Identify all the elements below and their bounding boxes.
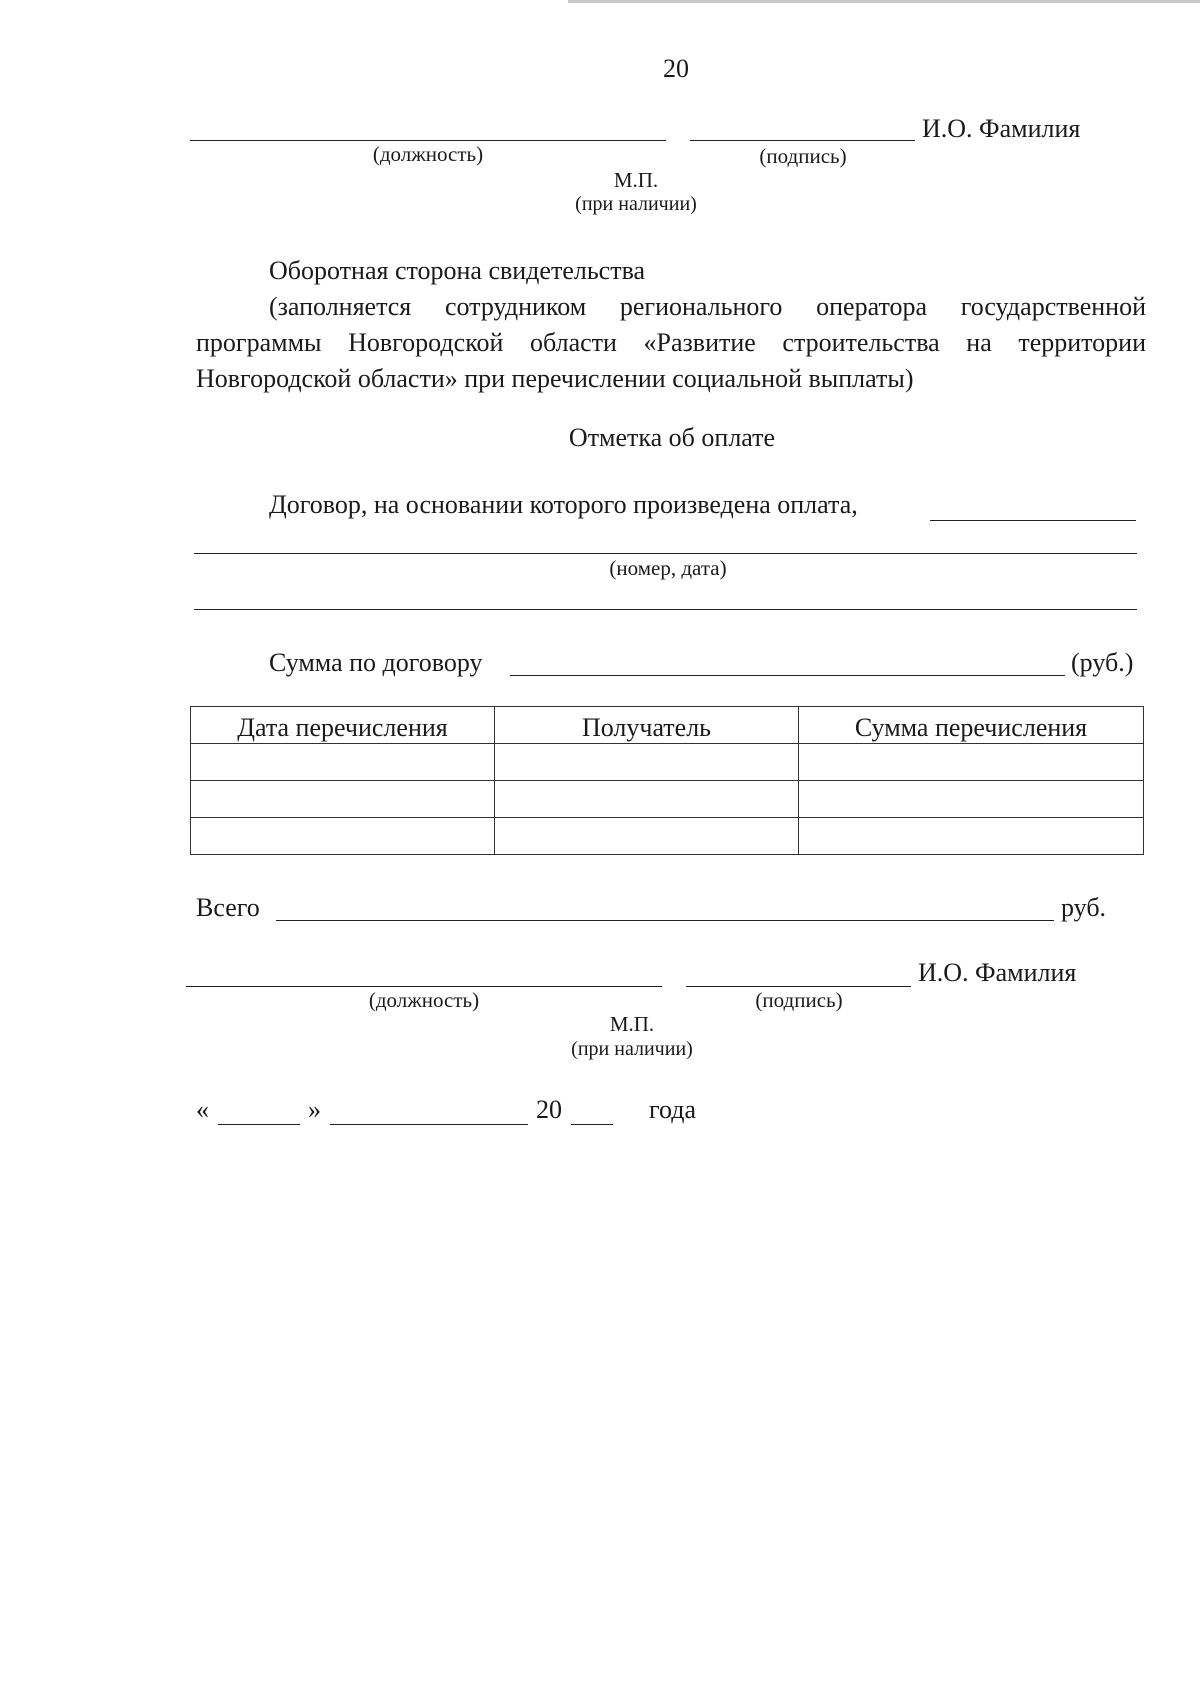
contract-sum-label: Сумма по договору [269,648,483,677]
table-row [191,818,1144,855]
contract-fill-line[interactable] [930,520,1136,521]
contract-sum-unit: (руб.) [1071,648,1134,677]
cell-transfer-date[interactable] [191,818,495,855]
table-row [191,744,1144,781]
section-note-line-2: программы Новгородской области «Развитие строительства на территории [196,328,1146,357]
total-fill-line[interactable] [276,920,1054,921]
seal-note: (при наличии) [575,193,697,215]
month-fill-line[interactable] [330,1124,528,1125]
signature-line [686,986,911,987]
cell-transfer-amount[interactable] [799,818,1144,855]
header-transfer-amount: Сумма перечисления [799,707,1144,744]
contract-sum-fill-line[interactable] [510,675,1065,676]
signatory-name: И.О. Фамилия [922,114,1081,143]
scan-edge-mark [568,0,1200,3]
contract-caption: (номер, дата) [609,556,727,580]
table-row [191,781,1144,818]
year-suffix: года [649,1095,697,1124]
position-line [190,140,666,141]
date-open-quote: « [196,1095,209,1124]
date-close-quote: » [308,1095,321,1124]
header-recipient: Получатель [495,707,799,744]
position-caption: (должность) [372,142,484,166]
seal-note: (при наличии) [571,1038,693,1060]
year-fill-line[interactable] [571,1124,613,1125]
cell-transfer-date[interactable] [191,744,495,781]
signature-caption: (подпись) [759,144,847,168]
section-note-line-1: (заполняется сотрудником регионального оператора государственной [269,292,1146,321]
transfers-table [190,706,1144,855]
table-header-row [191,707,1144,744]
total-label: Всего [196,893,260,922]
cell-recipient[interactable] [495,744,799,781]
position-line [186,986,662,987]
signature-line [690,140,915,141]
seal-label: М.П. [609,1012,655,1036]
signatory-name: И.О. Фамилия [918,958,1077,987]
payment-mark-heading: Отметка об оплате [568,423,776,452]
position-caption: (должность) [368,988,480,1012]
cell-recipient[interactable] [495,818,799,855]
cell-transfer-amount[interactable] [799,781,1144,818]
section-note-line-3: Новгородской области» при перечислении социальной выплаты) [196,364,914,393]
section-title: Оборотная сторона свидетельства [269,256,646,285]
contract-label: Договор, на основании которого произведена оплата, [269,490,858,519]
cell-recipient[interactable] [495,781,799,818]
seal-label: М.П. [613,168,659,192]
day-fill-line[interactable] [218,1124,300,1125]
cell-transfer-date[interactable] [191,781,495,818]
total-unit: руб. [1061,893,1107,922]
signature-caption: (подпись) [755,988,843,1012]
contract-fill-line-3[interactable] [194,609,1137,610]
year-prefix: 20 [536,1095,562,1124]
certificate-reverse-section [196,253,1146,397]
page-number: 20 [663,54,689,83]
contract-fill-line-2[interactable] [194,553,1137,554]
header-transfer-date: Дата перечисления [191,707,495,744]
cell-transfer-amount[interactable] [799,744,1144,781]
